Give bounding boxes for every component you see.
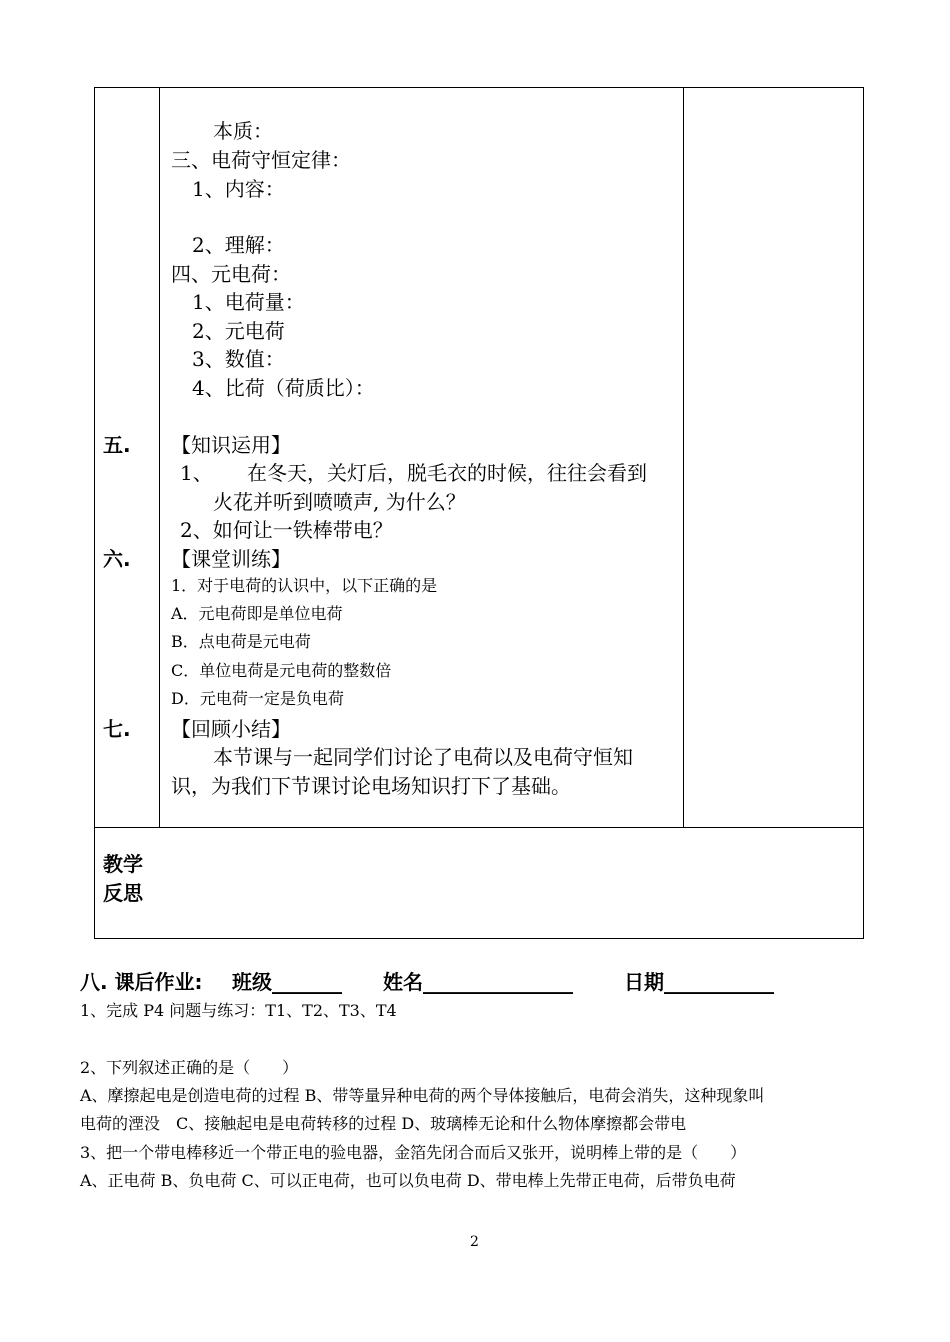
homework-line: 电荷的湮没 C、接触起电是电荷转移的过程 D、玻璃棒无论和什么物体摩擦都会带电 [80,1114,687,1133]
date-field: 日期___________ [624,970,774,994]
homework-line: A、摩擦起电是创造电荷的过程 B、带等量异种电荷的两个导体接触后，电荷会消失，这种现象叫 [80,1086,765,1105]
content-line: 2、如何让一铁棒带电？ [180,518,393,542]
content-line: 【知识运用】 [171,433,291,457]
section-marker-6: 六. [103,547,131,571]
content-line: 1、 [180,461,213,485]
content-line: B．点电荷是元电荷 [171,632,311,651]
homework-line: 1、完成 P4 问题与练习：T1、T2、T3、T4 [80,1001,397,1020]
table-divider-right [683,87,684,827]
content-line: 1、内容： [192,177,285,201]
content-line: 火花并听到喷喷声, 为什么？ [213,490,466,514]
content-line: 本质： [213,119,273,143]
content-line: 四、元电荷： [171,262,291,286]
content-line: 3、数值： [192,347,285,371]
content-line: 三、电荷守恒定律： [171,148,351,172]
content-line: 1．对于电荷的认识中，以下正确的是 [171,576,438,595]
name-field: 姓名_______________ [383,970,573,994]
content-line: 2、理解： [192,233,285,257]
section-marker-7: 七. [103,717,131,741]
lesson-table [94,87,864,939]
homework-line: 2、下列叙述正确的是（ ） [80,1058,299,1077]
homework-heading: 八. 课后作业: [80,970,203,994]
content-line: 2、元电荷 [192,319,285,343]
content-line: D．元电荷一定是负电荷 [171,689,344,708]
content-line: 1、电荷量： [192,290,305,314]
content-line: 本节课与一起同学们讨论了电荷以及电荷守恒知 [213,745,633,769]
page-number: 2 [470,1234,479,1250]
content-line: 【回顾小结】 [171,717,291,741]
content-line: 4、比荷（荷质比）： [192,376,375,400]
content-line: 在冬天，关灯后，脱毛衣的时候，往往会看到 [247,461,647,485]
reflection-label: 教学 [103,852,143,876]
section-marker-5: 五. [103,433,131,457]
content-line: C．单位电荷是元电荷的整数倍 [171,661,392,680]
table-row-divider [94,827,864,828]
content-line: 识，为我们下节课讨论电场知识打下了基础。 [171,774,571,798]
content-line: 【课堂训练】 [171,547,291,571]
reflection-label: 反思 [103,881,143,905]
homework-line: A、正电荷 B、负电荷 C、可以正电荷，也可以负电荷 D、带电棒上先带正电荷，后带负电荷 [80,1171,736,1190]
homework-line: 3、把一个带电棒移近一个带正电的验电器，金箔先闭合而后又张开，说明棒上带的是（ ） [80,1143,747,1162]
table-divider-left [159,87,160,827]
content-line: A．元电荷即是单位电荷 [171,604,343,623]
class-field: 班级_______ [232,970,342,994]
